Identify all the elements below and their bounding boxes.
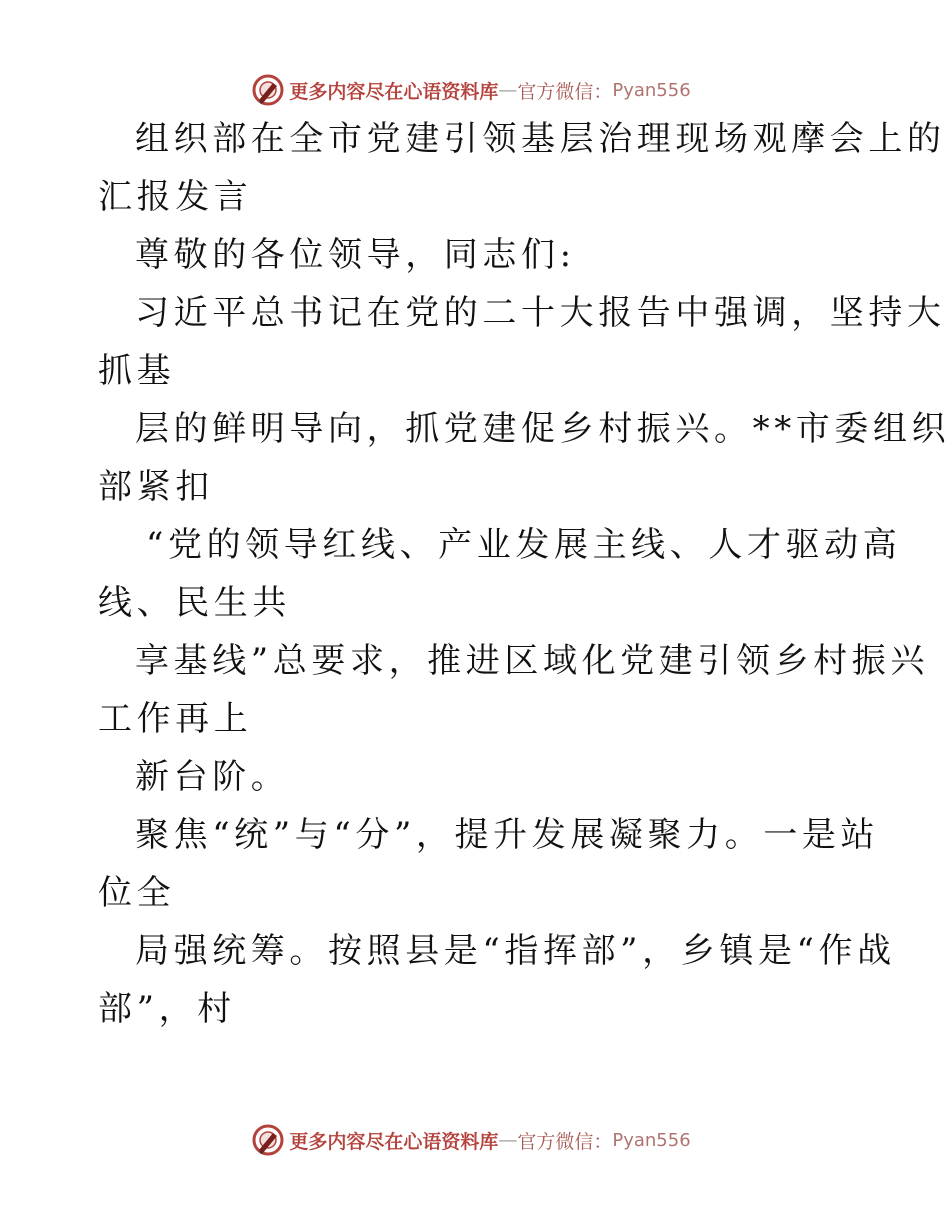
watermark-brand: 更多内容尽在心语资料库 [289, 1130, 499, 1153]
watermark-brand: 更多内容尽在心语资料库 [289, 80, 499, 103]
watermark-wechat-label: 官方微信： [517, 80, 613, 103]
paragraph-line: 抓基 [98, 351, 176, 391]
footer-watermark [0, 1122, 950, 1158]
watermark-wechat-label: 官方微信： [517, 1130, 613, 1153]
paragraph-line: 享基线”总要求，推进区域化党建引领乡村振兴 [135, 641, 929, 681]
paragraph-line: 线、民生共 [98, 583, 291, 623]
document-body [98, 119, 950, 1050]
paragraph-line: 部紧扣 [98, 467, 214, 507]
watermark-wechat-id: Pyan556 [612, 79, 691, 101]
watermark-separator: — [498, 79, 518, 101]
paragraph-line: 位全 [98, 873, 176, 913]
paragraph-line: 层的鲜明导向，抓党建促乡村振兴。**市委组织 [135, 409, 950, 449]
paragraph-line: 部”，村 [98, 989, 236, 1029]
paragraph-line: 聚焦“统”与“分”，提升发展凝聚力。一是站 [135, 815, 880, 855]
header-watermark [0, 72, 950, 108]
paragraph-line: 新台阶。 [135, 757, 290, 797]
watermark-wechat-id: Pyan556 [612, 1129, 691, 1151]
pen-logo-icon [251, 73, 285, 107]
pen-logo-icon [251, 1123, 285, 1157]
paragraph-line: “党的领导红线、产业发展主线、人才驱动高 [146, 525, 902, 565]
paragraph-line: 习近平总书记在党的二十大报告中强调，坚持大 [135, 293, 946, 333]
title-line-2: 汇报发言 [98, 177, 253, 217]
watermark-separator: — [498, 1129, 518, 1151]
paragraph-line: 局强统筹。按照县是“指挥部”，乡镇是“作战 [135, 931, 896, 971]
title-line-1: 组织部在全市党建引领基层治理现场观摩会上的 [135, 119, 946, 159]
salutation: 尊敬的各位领导，同志们: [135, 235, 576, 275]
paragraph-line: 工作再上 [98, 699, 253, 739]
